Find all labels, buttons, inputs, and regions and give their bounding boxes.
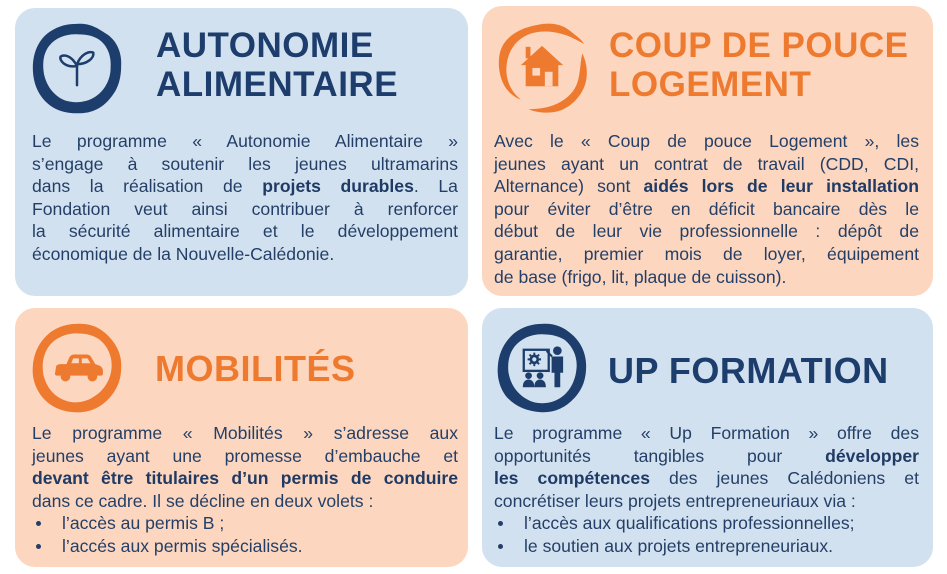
body-line: s’engage à soutenir les jeunes ultramarins	[32, 153, 458, 174]
body-line: Le programme « Autonomie Alimentaire »	[32, 131, 458, 151]
body-line: économique de la Nouvelle-Calédonie.	[32, 243, 335, 264]
card-mobilites	[15, 308, 468, 567]
card-title: UP FORMATION	[608, 350, 889, 391]
card-description	[494, 422, 919, 558]
car-icon	[29, 320, 125, 416]
body-line: Avec le « Coup de pouce Logement », les	[494, 131, 919, 151]
highlight-text: projets durables	[262, 176, 414, 197]
bullet-list	[32, 512, 458, 557]
body-line: la sécurité alimentaire et le développement	[32, 221, 458, 242]
body-line: jeunes ayant une promesse d’embauche et	[32, 445, 458, 466]
body-line: garantie, premier mois de loyer, équipement	[494, 243, 919, 264]
highlight-text: aidés lors de leur installation	[643, 176, 919, 197]
card-autonomie-alimentaire	[15, 8, 468, 296]
body-line: de base (frigo, lit, plaque de cuisson).	[494, 266, 787, 287]
card-up-formation	[482, 308, 933, 567]
body-line: dans la réalisation de projets durables. La	[32, 176, 458, 197]
body-line: Le programme « Mobilités » s’adresse aux	[32, 423, 458, 443]
bullet-item: le soutien aux projets entrepreneuriaux.	[494, 535, 919, 558]
body-line	[32, 467, 458, 490]
bullet-item: l’accés aux permis spécialisés.	[32, 535, 458, 558]
sprout-icon	[29, 20, 125, 116]
body-line: dans ce cadre. Il se décline en deux volets :	[32, 490, 374, 511]
card-coup-de-pouce-logement	[482, 6, 933, 296]
highlight-text: les compétences	[494, 468, 650, 489]
body-line: Alternance) sont aidés lors de leur installation	[494, 176, 919, 197]
body-line: début de leur vie professionnelle : dépôt de	[494, 221, 919, 242]
body-line: concrétiser leurs projets entrepreneuriaux via :	[494, 490, 856, 511]
body-line: Le programme « Up Formation » offre des	[494, 423, 919, 443]
card-title: AUTONOMIE ALIMENTAIRE	[156, 26, 399, 104]
card-title: MOBILITÉS	[155, 348, 356, 389]
body-line: les compétences des jeunes Calédoniens et	[494, 468, 919, 489]
house-icon	[494, 19, 590, 115]
presentation-trainer-icon	[494, 320, 590, 416]
card-description	[32, 422, 458, 558]
bullet-item: l’accès aux qualifications professionnelles;	[494, 512, 919, 535]
bullet-item: l’accès au permis B ;	[32, 512, 458, 535]
card-title: COUP DE POUCE LOGEMENT	[609, 26, 909, 104]
body-line: Fondation veut ainsi contribuer à renforcer	[32, 198, 458, 219]
bullet-list	[494, 512, 919, 557]
highlight-text: développer	[825, 445, 919, 466]
body-line: jeunes ayant un contrat de travail (CDD, CDI,	[494, 153, 919, 174]
card-description	[32, 130, 458, 266]
highlight-text: devant être titulaires d’un permis de conduire	[32, 468, 458, 489]
body-line: opportunités tangibles pour développer	[494, 445, 919, 466]
card-description	[494, 130, 919, 288]
body-line: pour éviter d’être en déficit bancaire dès le	[494, 198, 919, 219]
